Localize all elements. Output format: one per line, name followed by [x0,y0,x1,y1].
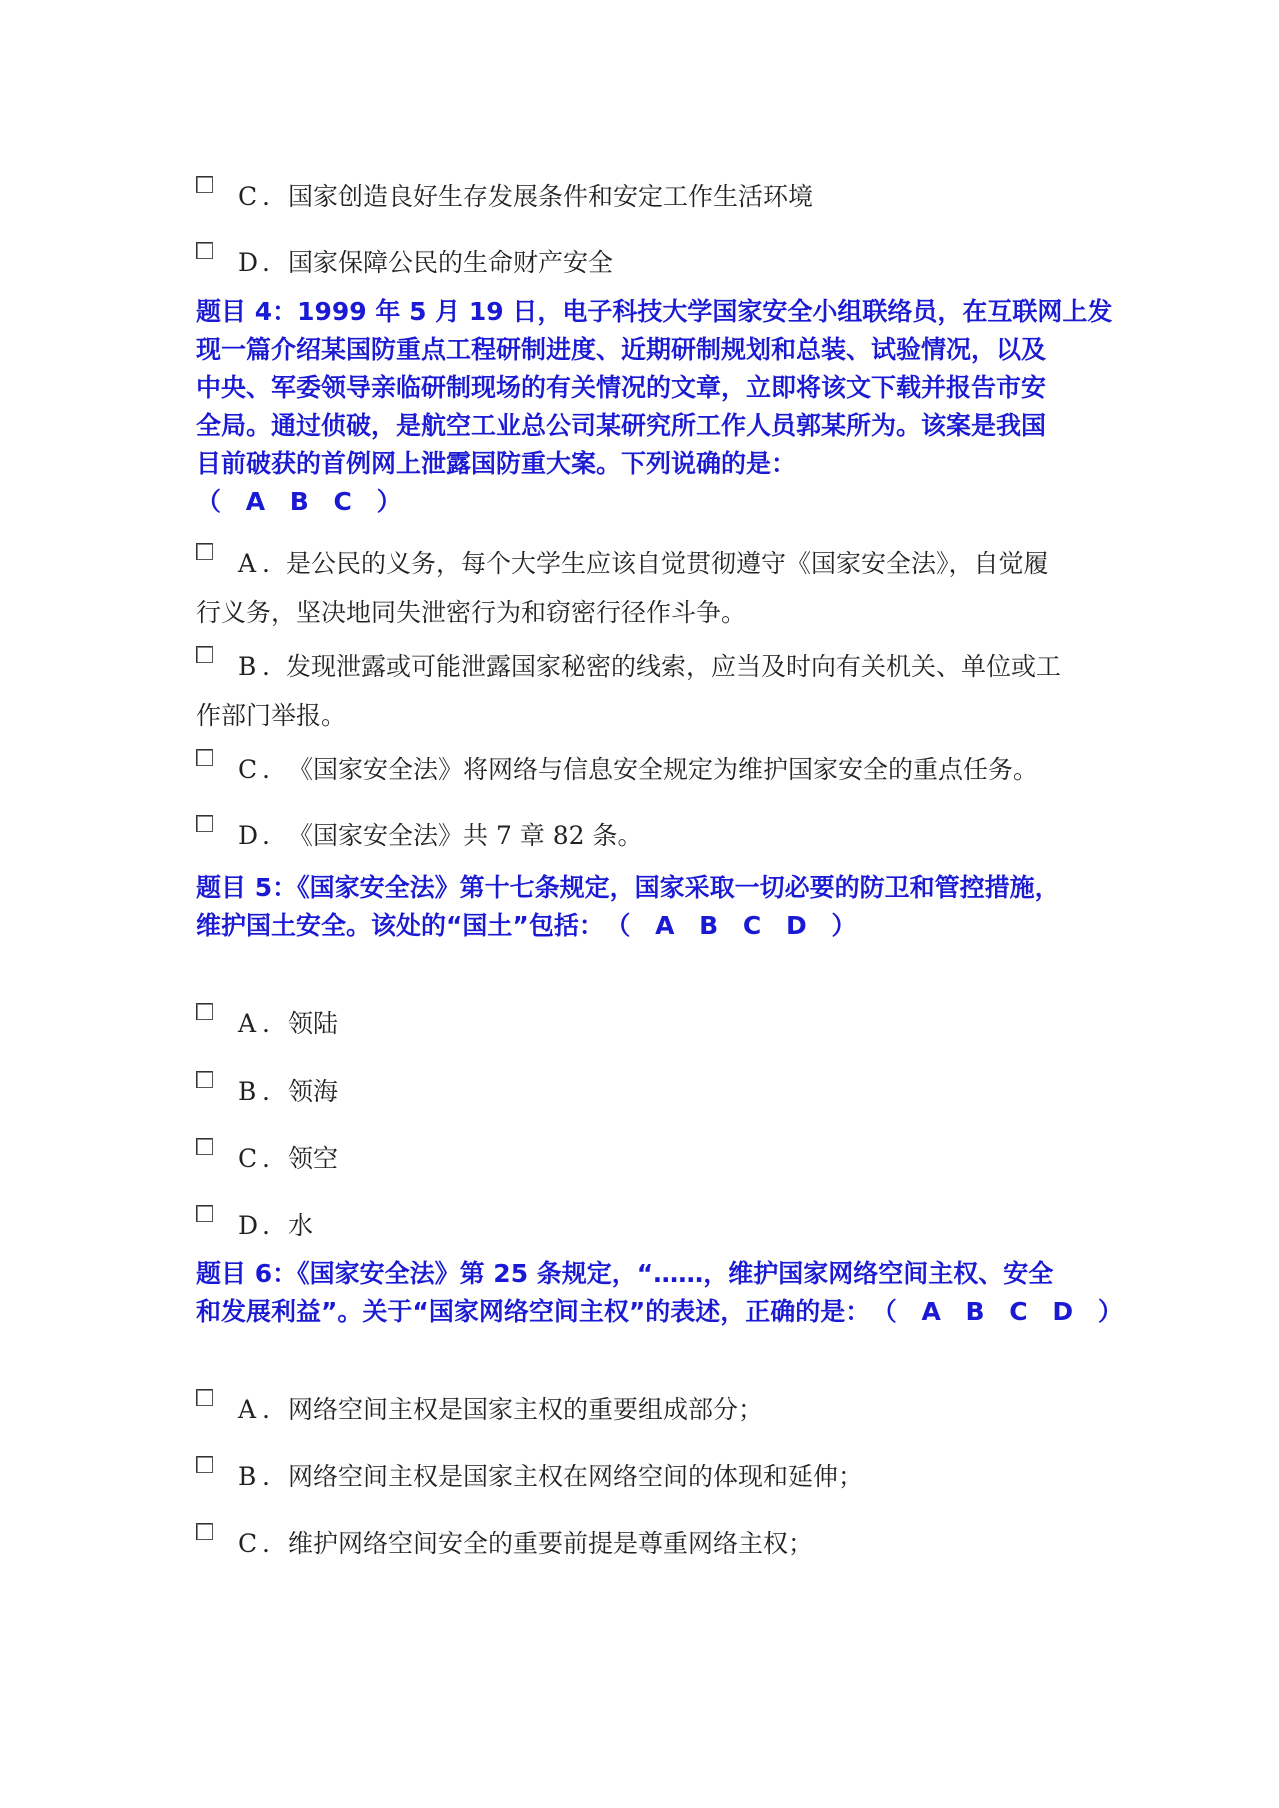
checkbox[interactable] [196,646,213,663]
option-text: 国家创造良好生存发展条件和安定工作生活环境 [288,182,814,211]
question-4 [196,293,1113,521]
option-text: 领空 [288,1144,339,1173]
option-letter: D [238,248,259,277]
question-line: 和发展利益”。关于“国家网络空间主权”的表述，正确的是： （ A B C D ） [196,1297,1131,1326]
option-text: 水 [288,1211,314,1240]
question-line: 目前破获的首例网上泄露国防重大案。下列说确的是： [196,449,797,478]
option-text: 维护网络空间安全的重要前提是尊重网络主权； [288,1529,814,1558]
option-text: 网络空间主权是国家主权在网络空间的体现和延伸； [288,1462,864,1491]
checkbox[interactable] [196,1138,213,1155]
checkbox[interactable] [196,815,213,832]
option-text: 《国家安全法》共 7 章 82 条。 [288,821,643,850]
option-text: 国家保障公民的生命财产安全 [288,248,614,277]
option-text: 是公民的义务，每个大学生应该自觉贯彻遵守《国家安全法》，自觉履 [286,549,1049,578]
option-text: 领陆 [288,1009,339,1038]
question-answer: （ A B C D ） [617,911,865,940]
question-answer: （ A B C D ） [884,1297,1131,1326]
document-page: C . 国家创造良好生存发展条件和安定工作生活环境 D . 国家保障公民的生命财产安全 题目 4：1999 年 5 月 19 日，电子科技大学国家安全小组联络员，在互联网上发 现一篇介绍某国防重点工程研制进度、近期研制规划和总装、试验情况，以及 中央、军委领导亲临研制现场的有关情况的文章，立即将该文下载并报告市安 全局。通过侦破，是航空工业总公司某研究所工作人员郭某所为。该案是我国 目前破获的首例网上泄露国防重大案。下列说确的是： （ A B C ） A . 是公民的义务，每个大学生应该自觉贯彻遵守《国家安全法》，自觉履 行义务，坚决地同失泄密行为和窃密行径作斗争。 B . 发现泄露或可能泄露国家秘密的线索，应当及时向有关机关、单位或工 作部门举报。 C . 《国家安全法》将网络与信息安全规定为维护国家安全的重点任务。 D . 《国家安全法》共 7 章 82 条。 题目 5：《国家安全法》第十七条规定，国家采取一切必要的防卫和管控措施， 维护国土安全。该处的“国土”包括： （ A B C D ） A . 领陆 B . 领海 C . 领空 D . 水 题目 6：《国家安全法》第 25 条规定，“……，维护国家网络空间主权、安全 和发展利益”。关于“国家网络空间主权”的表述，正确的是： （ A B C D ） A . 网络空间主权是国家主权的重要组成部分； B . 网络空间主权是国家主权在网络空间的体现和延伸； C . 维护网络空间安全的重要前提是尊重网络主权； [0,0,1279,1808]
option-letter: C [238,1144,258,1173]
question-line: 现一篇介绍某国防重点工程研制进度、近期研制规划和总装、试验情况，以及 [196,335,1047,364]
option-letter: C [238,182,258,211]
option-text: 网络空间主权是国家主权的重要组成部分； [288,1395,764,1424]
question-line: 题目 4：1999 年 5 月 19 日，电子科技大学国家安全小组联络员，在互联网上发 [196,297,1113,326]
option-letter: A [238,1395,257,1424]
question-line: 维护国土安全。该处的“国土”包括： （ A B C D ） [196,911,865,940]
checkbox[interactable] [196,1456,213,1473]
question-line: 中央、军委领导亲临研制现场的有关情况的文章，立即将该文下载并报告市安 [196,373,1047,402]
option-letter: B [238,1077,257,1106]
option-letter: A [238,549,257,578]
option-text: 领海 [288,1077,339,1106]
option-letter: C [238,755,258,784]
question-line: 题目 6：《国家安全法》第 25 条规定，“……，维护国家网络空间主权、安全 [196,1259,1054,1288]
checkbox[interactable] [196,1003,213,1020]
option-letter: C [238,1529,258,1558]
option-letter: B [238,1462,257,1491]
question-line: 全局。通过侦破，是航空工业总公司某研究所工作人员郭某所为。该案是我国 [196,411,1047,440]
checkbox[interactable] [196,1071,213,1088]
option-text-cont: 行义务，坚决地同失泄密行为和窃密行径作斗争。 [196,598,747,627]
option-text: 《国家安全法》将网络与信息安全规定为维护国家安全的重点任务。 [288,755,1039,784]
checkbox[interactable] [196,176,213,193]
option-letter: B [238,652,257,681]
question-6 [196,1255,1131,1331]
option-letter: D [238,821,259,850]
checkbox[interactable] [196,543,213,560]
option-letter: A [238,1009,257,1038]
option-text-cont: 作部门举报。 [196,701,347,730]
checkbox[interactable] [196,749,213,766]
option-letter: D [238,1211,259,1240]
question-5 [196,869,1096,945]
checkbox[interactable] [196,1205,213,1222]
checkbox[interactable] [196,242,213,259]
checkbox[interactable] [196,1389,213,1406]
question-answer: （ A B C ） [196,487,410,516]
checkbox[interactable] [196,1523,213,1540]
question-line: 题目 5：《国家安全法》第十七条规定，国家采取一切必要的防卫和管控措施， [196,873,1060,902]
option-text: 发现泄露或可能泄露国家秘密的线索，应当及时向有关机关、单位或工 [286,652,1062,681]
